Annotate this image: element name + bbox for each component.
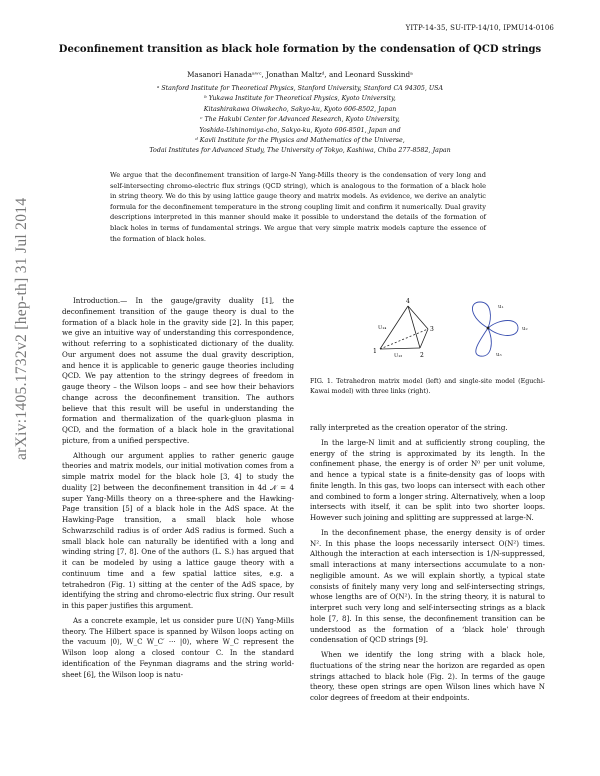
affiliation-line: Kitashirakawa Oiwakecho, Sakyo-ku, Kyoto 606-8502, Japan — [203, 105, 397, 113]
left-column — [62, 296, 294, 684]
link-label: U₁₂ — [394, 353, 403, 359]
paragraph: In the large-N limit and at sufficiently strong coupling, the energy of the string is approximated by its length. In the confinement phase, the energy is of order N⁰ per unit volume, and hence a typical state is a finite-density gas of loops with finite length. In this gas, two loops can intersect with each other and combined to form a longer string. Alternatively, when a loop intersects with itself, it can be split into two shorter loops. However such joining and splitting are suppressed at large-N. — [310, 437, 545, 522]
loop-label: u₃ — [496, 352, 502, 358]
vertex-label: 2 — [420, 352, 424, 359]
paragraph: rally interpreted as the creation operator of the string. — [310, 423, 508, 432]
paragraph: When we identify the long string with a black hole, fluctuations of the string near the horizon are regarded as open strings attached to black hole (Fig. 2). In terms of the gauge theory, these open strings are open Wilson lines which have N color degrees of freedom at their endpoints. — [310, 650, 545, 702]
abstract: We argue that the deconfinement transition of large-N Yang-Mills theory is the condensation of very long and self-intersecting chromo-electric flux strings (QCD string), which is analogous to the formation of a black hole in string theory. We do this by using lattice gauge theory and matrix models. As evidence, we derive an analytic formula for the deconfinement temperature in the strong coupling limit and confirm it numerically. Dual gravity descriptions interpreted in this manner should make it possible to understand the details of the formation of black holes in terms of fundamental strings. We argue that very simple matrix models capture the essence of the formation of black holes. — [110, 171, 486, 243]
figure-1-graphic — [310, 296, 545, 371]
right-column — [310, 423, 545, 708]
arxiv-id: arXiv:1405.1732v2 [hep-th] 31 Jul 2014 — [13, 197, 30, 460]
affiliation-line: ᵃ Stanford Institute for Theoretical Physics, Stanford University, Stanford CA 94305, USA — [156, 85, 444, 92]
tetrahedron-diagram — [380, 306, 428, 349]
figure-1-caption: FIG. 1. Tetrahedron matrix model (left) and single-site model (Eguchi-Kawai model) with three links (right). — [310, 378, 545, 395]
site-point — [487, 327, 490, 330]
vertex-label: 1 — [373, 348, 377, 355]
vertex-label: 3 — [430, 326, 434, 333]
paragraph: In the deconfinement phase, the energy density is of order N². In this phase the loops necessarily intersect O(N²) times. Although the interaction at each intersection is 1/N-suppressed, small interactions at many intersections accumulate to a non-negligible amount. As we will explain shortly, a typical state consists of finitely many very long and self-intersecting strings, whose lengths are of O(N²). In the string theory, it is natural to interpret such very long and self-intersecting strings as a black hole [7, 8]. In this sense, the deconfinement transition can be understood as the formation of a ‘black hole’ through condensation of QCD strings [9]. — [310, 527, 545, 645]
figure-1 — [310, 296, 545, 371]
affiliation-line: ᶜ The Hakubi Center for Advanced Research, Kyoto University, — [200, 116, 400, 124]
affiliations — [0, 84, 600, 157]
paragraph: Introduction.— In the gauge/gravity duality [1], the deconfinement transition of the gauge theory is dual to the formation of a black hole in the gravity side [2]. In this paper, we give an intuitive way of understanding this correspondence, without referring to a sophisticated dictionary of the duality. Our argument does not assume the dual gravity description, and hence it is applicable to generic gauge theories including QCD. We pay attention to the stringy degrees of freedom in gauge theory – the Wilson loops – and see how their behaviors change across the deconfinement transition. The authors believe that this result will be useful in understanding the formation and thermalization of the quark-gluon plasma in QCD, and the formation of a black hole in the gravitational picture, from a unified perspective. — [62, 296, 294, 445]
paper-title: Deconfinement transition as black hole formation by the condensation of QCD strings — [58, 44, 542, 55]
loop-u3 — [476, 328, 491, 356]
affiliation-line: Yoshida-Ushinomiya-cho, Sakyo-ku, Kyoto 606-8501, Japan and — [199, 126, 401, 134]
single-site-diagram — [472, 302, 518, 356]
affiliation-line: ᵇ Yukawa Institute for Theoretical Physics, Kyoto University, — [204, 95, 396, 103]
edge-1-2 — [380, 348, 420, 349]
author-list: Masanori Hanadaᵃʷᶜ, Jonathan Maltzᵈ, and Leonard Susskindᵃ — [187, 70, 413, 79]
report-number: YITP-14-35, SU-ITP-14/10, IPMU14-0106 — [405, 24, 554, 32]
link-label: U₁₄ — [378, 325, 387, 331]
vertex-label: 4 — [406, 298, 410, 305]
loop-label: u₂ — [522, 326, 528, 332]
paragraph: Although our argument applies to rather generic gauge theories and matrix models, our initial motivation comes from a simple matrix model for the black hole [3, 4] to study the duality [2] between the deconfinement transition in 4d 𝒩 = 4 super Yang-Mills theory on a three-sphere and the Hawking-Page transition [5] of a black hole in the AdS space. At the Hawking-Page transition, a small black hole whose Schwarzschild radius is of order AdS radius is formed. Such a small black hole can naturally be identified with a long and winding string [7, 8]. One of the authors (L. S.) has argued that it can be modeled by using a lattice gauge theory with a continuum time and a few spatial lattice sites, e.g. a tetrahedron (Fig. 1) sitting at the center of the AdS space, by identifying the string and chromo-electric flux string. Our result in this paper justifies this argument. — [62, 450, 294, 610]
affiliation-line: ᵈ Kavli Institute for the Physics and Mathematics of the Universe, — [195, 137, 405, 145]
paragraph: As a concrete example, let us consider pure U(N) Yang-Mills theory. The Hilbert space is spanned by Wilson loops acting on the vacuum |0⟩, W_C W_C′ ··· |0⟩, where W_C represent the Wilson loop along a closed contour C. In the standard identification of the Feynman diagrams and the string world-sheet [6], the Wilson loop is natu- — [62, 615, 294, 679]
loop-label: u₁ — [498, 304, 504, 310]
affiliation-line: Todai Institutes for Advanced Study, The University of Tokyo, Kashiwa, Chiba 277-8582, Japan — [149, 147, 451, 155]
loop-u1 — [472, 302, 490, 328]
loop-u2 — [488, 321, 518, 336]
